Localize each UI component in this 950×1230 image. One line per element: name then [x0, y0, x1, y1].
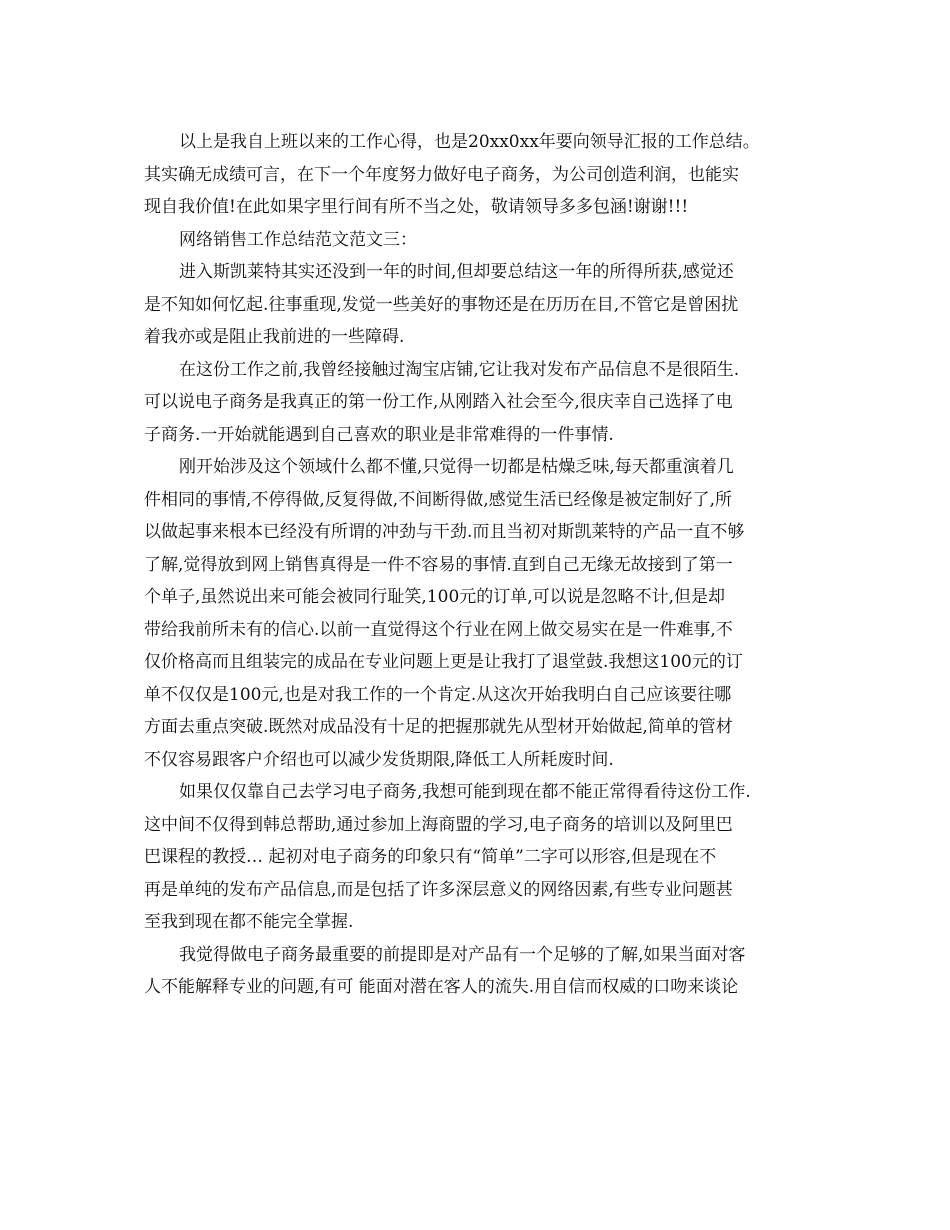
text-line: 如果仅仅靠自己去学习电子商务,我想可能到现在都不能正常得看待这份工作.: [179, 782, 751, 802]
text-line: 人不能解释专业的问题,有可 能面对潜在客人的流失.用自信而权威的口吻来谈论: [144, 977, 739, 997]
text-line: 仅价格高而且组装完的成品在专业问题上更是让我打了退堂鼓.我想这100元的订: [144, 652, 743, 672]
text-line: 再是单纯的发布产品信息,而是包括了许多深层意义的网络因素,有些专业问题甚: [144, 879, 733, 900]
text-line: 子商务.一开始就能遇到自己喜欢的职业是非常难得的一件事情.: [144, 424, 614, 445]
text-line: 至我到现在都不能完全掌握.: [144, 912, 354, 932]
text-line: 个单子,虽然说出来可能会被同行耻笑,100元的订单,可以说是忽略不计,但是却: [144, 587, 726, 607]
text-line: 是不知如何忆起.往事重现,发觉一些美好的事物还是在历历在目,不管它是曾困扰: [144, 294, 739, 315]
document-body: [144, 126, 810, 1004]
text-line: 网络销售工作总结范文范文三：: [179, 229, 417, 250]
text-line: 进入斯凯莱特其实还没到一年的时间,但却要总结这一年的所得所获,感觉还: [179, 262, 734, 282]
text-line: 可以说电子商务是我真正的第一份工作,从刚踏入社会至今,很庆幸自己选择了电: [144, 392, 733, 412]
text-line: 单不仅仅是100元,也是对我工作的一个肯定.从这次开始我明白自己应该要往哪: [144, 684, 732, 705]
text-line: 件相同的事情,不停得做,反复得做,不间断得做,感觉生活已经像是被定制好了,所: [144, 489, 733, 510]
text-line: 了解,觉得放到网上销售真得是一件不容易的事情.直到自己无缘无故接到了第一: [144, 554, 733, 575]
text-line: 以做起事来根本已经没有所谓的冲劲与干劲.而且当初对斯凯莱特的产品一直不够: [144, 522, 745, 542]
text-line: 方面去重点突破.既然对成品没有十足的把握那就先从型材开始做起,简单的管材: [144, 717, 733, 737]
text-line: 以上是我自上班以来的工作心得，也是20xx0xx年要向领导汇报的工作总结。: [179, 132, 760, 152]
text-line: 我觉得做电子商务最重要的前提即是对产品有一个足够的了解,如果当面对客: [179, 944, 746, 965]
text-line: 巴课程的教授… 起初对电子商务的印象只有“简单”二字可以形容,但是现在不: [144, 847, 717, 867]
text-line: 着我亦或是阻止我前进的一些障碍.: [144, 327, 405, 347]
text-line: 在这份工作之前,我曾经接触过淘宝店铺,它让我对发布产品信息不是很陌生.: [179, 359, 740, 380]
text-line: 带给我前所未有的信心.以前一直觉得这个行业在网上做交易实在是一件难事,不: [144, 619, 733, 640]
text-line: 现自我价值!在此如果字里行间有所不当之处，敬请领导多多包涵!谢谢!!!: [144, 197, 689, 217]
text-line: 刚开始涉及这个领域什么都不懂,只觉得一切都是枯燥乏味,每天都重演着几: [179, 457, 734, 477]
text-line: 其实确无成绩可言，在下一个年度努力做好电子商务，为公司创造利润，也能实: [144, 164, 739, 185]
text-line: 不仅容易跟客户介绍也可以减少发货期限,降低工人所耗废时间.: [144, 749, 614, 770]
text-line: 这中间不仅得到韩总帮助,通过参加上海商盟的学习,电子商务的培训以及阿里巴: [144, 814, 733, 835]
